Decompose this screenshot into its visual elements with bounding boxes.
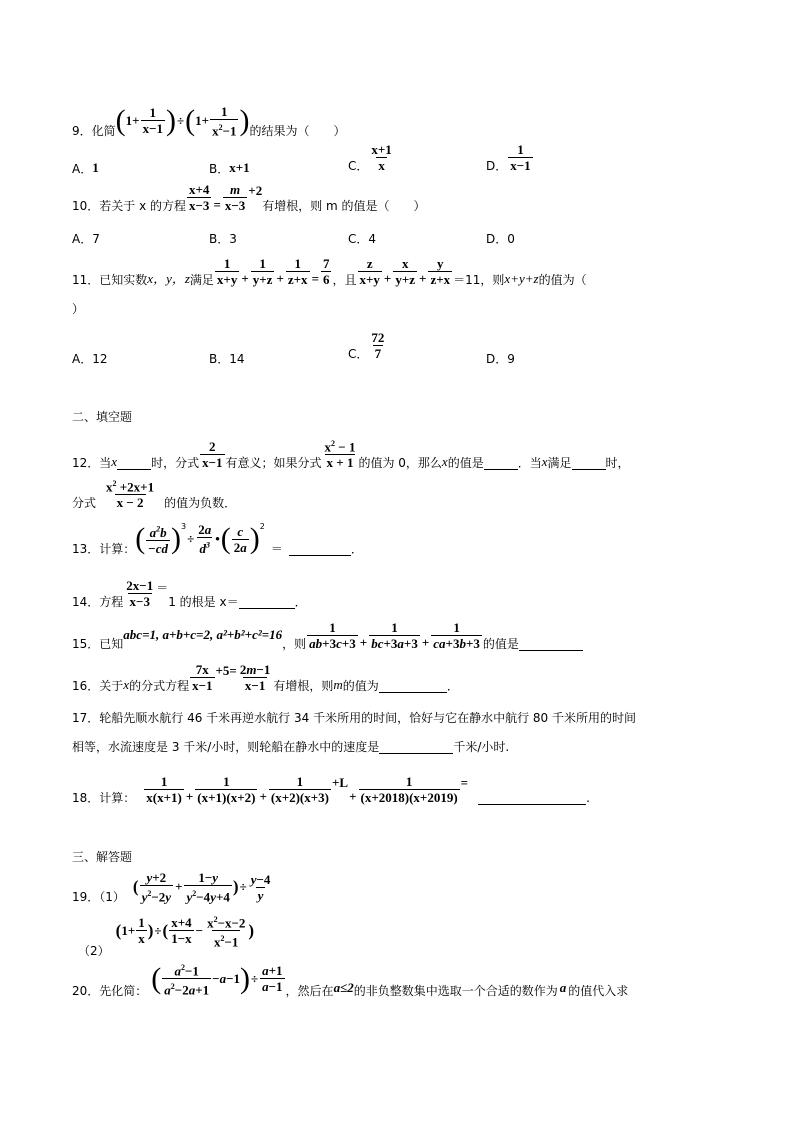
q20-expression: ( $\frac{a^2-1}{a^2-2a+1}$ −a−1 ) ÷ $\frac{a+1}{a-1}$ [151,961,283,998]
q13-expression: ( $\frac{a^2b}{-cd}$ ) $^3$ ÷ $\frac{2a}{d^3}$ • ( $\frac{c}{2a}$ ) $^2$ [135,522,265,557]
q12-blank-1[interactable] [117,457,151,470]
q11-option-b: B．14 [209,352,245,366]
q10-option-c: C．4 [348,232,377,246]
q9-option-b: B． x+1 [209,160,250,176]
question-11: 11． 已知实数 x，y，z 满足 $\frac{1}{x+y}$ + $\frac{1}{y+z}$ + $\frac{1}{z+x}$ = $\frac{7}{6}$ ，且 $\frac{z}{x+y}$ + $\frac{x}{y+z}$ + $\frac{y}{z+x}$ ＝11，则 x+y+z 的值为（ [72,256,587,287]
q14-answer-blank[interactable] [239,596,295,609]
q9-option-a: A． 1 [72,160,99,176]
section-2-title: 二、填空题 [72,410,133,424]
q9-suffix: 的结果为（ ） [249,124,346,138]
q11-option-d: D．9 [486,352,515,366]
section-3-title: 三、解答题 [72,850,133,864]
question-14: 14． 方程 $\frac{2x-1}{x-3}$ ＝ 1 的根是 x＝ ． [72,578,307,609]
question-12: 12． 当 x 时，分式 $\frac{2}{x-1}$ 有意义；如果分式 $\frac{x^2 - 1}{x + 1}$ 的值为 0，那么 x 的值是 ．当 x 满足 时， [72,439,630,471]
q9-number: 9． [72,124,92,138]
q12-blank-3[interactable] [572,457,606,470]
q18-answer-blank[interactable] [478,792,586,805]
question-12-cont: 分式 $\frac{x^2 +2x+1}{x - 2}$ 的值为负数． [72,479,237,511]
q16-answer-blank[interactable] [379,680,447,693]
q9-prefix: 化简 [91,124,116,138]
question-19-part-1: 19．（1） ( $\frac{y+2}{y^2-2y}$ + $\frac{1-y}{y^2-4y+4}$ ) ÷ $\frac{y-4}{y}$ [72,870,273,904]
question-9 [72,98,346,138]
q19-expression-2: ( 1+ $\frac{1}{x}$ ) ÷ ( $\frac{x+4}{1-x}$ − $\frac{x^2-x-2}{x^2-1}$ ) [115,915,255,950]
q11-option-c: C． $\frac{72}{7}$ [348,330,385,361]
q9-option-c: C． $\frac{x+1}{x}$ [348,142,392,173]
question-19-part-2: （2） ( 1+ $\frac{1}{x}$ ) ÷ ( $\frac{x+4}{1-x}$ − $\frac{x^2-x-2}{x^2-1}$ ) [78,912,254,958]
question-15: 15． 已知 abc=1, a+b+c=2, a²+b²+c²=16 ，则 $\frac{1}{ab+3c+3}$ + $\frac{1}{bc+3a+3}$ + $\frac{1}{ca+3b+3}$ 的值是 [72,620,583,651]
q10-option-b: B．3 [209,232,237,246]
q19-expression-1: ( $\frac{y+2}{y^2-2y}$ + $\frac{1-y}{y^2-4y+4}$ ) ÷ $\frac{y-4}{y}$ [132,870,271,905]
question-10: 10． 若关于 x 的方程 $\frac{x+4}{x-3}$ = $\frac{m}{x-3}$ +2 有增根，则 m 的值是（ ） [72,182,426,213]
question-17-line-2: 相等，水流速度是 3 千米/小时，则轮船在静水中的速度是 千米/小时. [72,740,510,754]
q15-answer-blank[interactable] [519,638,583,651]
q17-answer-blank[interactable] [379,741,453,754]
q11-option-a: A．12 [72,352,108,366]
q9-expression: ( 1+ $\frac{1}{x-1}$ ) ÷ ( 1+ $\frac{1}{x^2-1}$ ) [115,103,250,138]
q10-option-d: D．0 [486,232,515,246]
q13-answer-blank[interactable] [289,543,351,556]
q12-blank-2[interactable] [484,457,518,470]
question-20: 20． 先化简： ( $\frac{a^2-1}{a^2-2a+1}$ −a−1 ) ÷ $\frac{a+1}{a-1}$ ，然后在 a≤2 的非负整数集中选取一个合适的数作为 a 的值代入求 [72,961,629,998]
q9-option-d: D． $\frac{1}{x-1}$ [486,142,531,173]
q11-close-paren: ） [72,302,85,316]
question-16: 16． 关于 x 的分式方程 $\frac{7x}{x-1}$ +5= $\frac{2m-1}{x-1}$ 有增根，则 m 的值为 ． [72,662,459,693]
question-13: 13． 计算： ( $\frac{a^2b}{-cd}$ ) $^3$ ÷ $\frac{2a}{d^3}$ • ( $\frac{c}{2a}$ ) $^2$ ＝ ． [72,522,363,557]
question-17-line-1: 17．轮船先顺水航行 46 千米再逆水航行 34 千米所用的时间，恰好与它在静水中航行 80 千米所用的时间 [72,711,636,725]
question-18: 18． 计算： $\frac{1}{x(x+1)}$ + $\frac{1}{(x+1)(x+2)}$ + $\frac{1}{(x+2)(x+3)}$ +L + $\frac{1}{(x+2018)(x+2019)}$ = . [72,774,590,805]
q10-option-a: A．7 [72,232,100,246]
